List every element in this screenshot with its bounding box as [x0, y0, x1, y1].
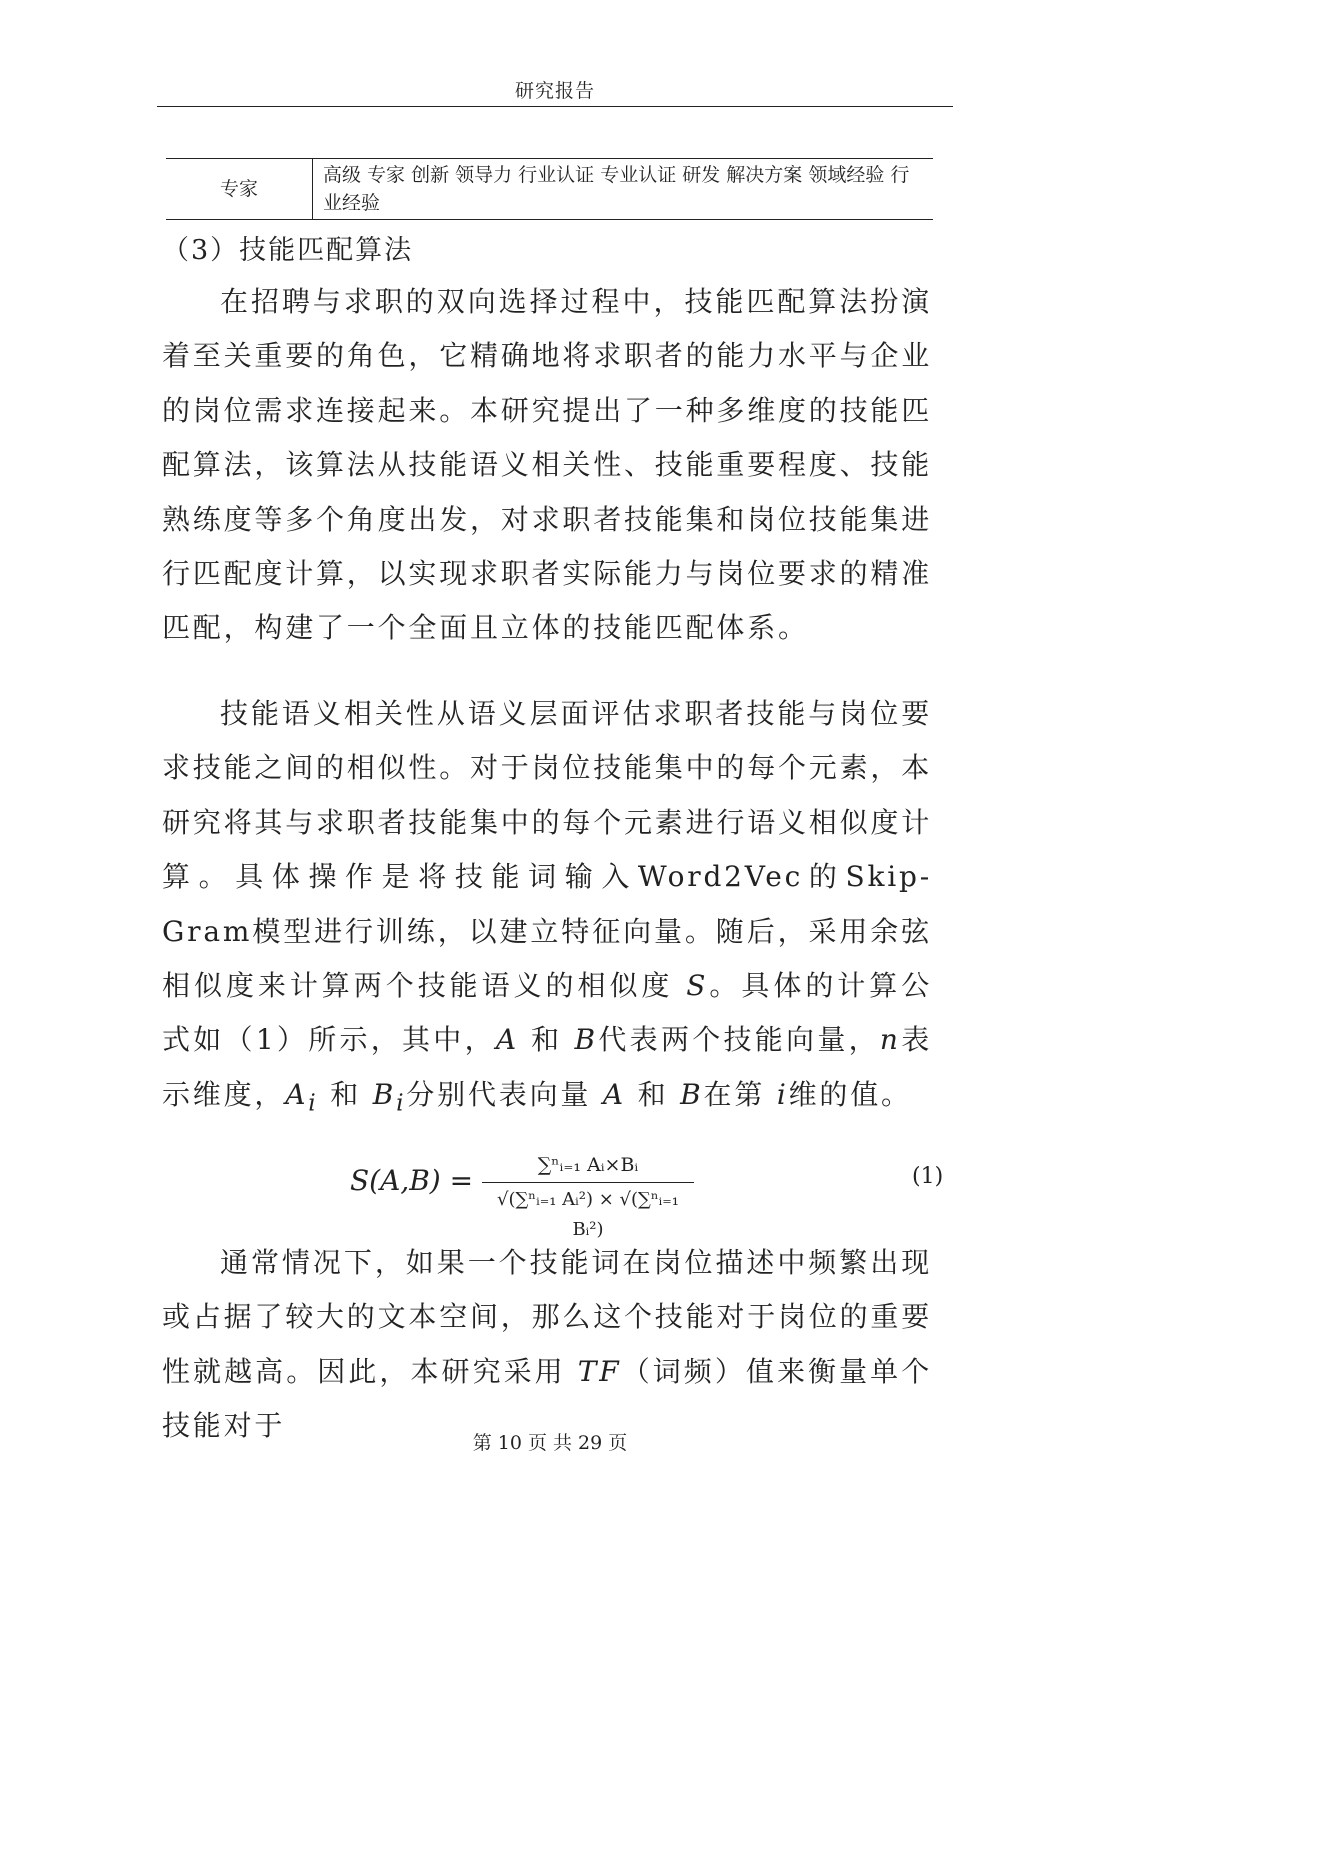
page-header-title: 研究报告	[514, 80, 595, 102]
paragraph-semantic-similarity	[162, 687, 932, 1130]
keyword-category-cell: 专家	[166, 159, 313, 220]
paragraph-text: 表示维度，	[162, 1023, 932, 1111]
math-symbol: A	[285, 1077, 309, 1111]
paragraph-text: （词频）值来衡量单个技能对于	[162, 1354, 933, 1443]
formula-denominator: √(∑ⁿᵢ₌₁ Aᵢ²) × √(∑ⁿᵢ₌₁ Bᵢ²)	[496, 1189, 680, 1240]
paragraph-text: 维的值。	[788, 1077, 912, 1111]
formula-fraction	[482, 1150, 694, 1245]
formula-lhs: S(A,B) =	[350, 1164, 474, 1197]
math-symbol: B	[680, 1077, 704, 1111]
formula-numerator: ∑ⁿᵢ₌₁ Aᵢ×Bᵢ	[482, 1150, 694, 1183]
paragraph-text: 通常情况下，如果一个技能词在岗位描述中频繁出现或占据了较大的文本空间，那么这个技能对于岗位的重要性就越高。因此，本研究采用	[162, 1246, 933, 1388]
keyword-list-cell: 高级 专家 创新 领导力 行业认证 专业认证 研发 解决方案 领域经验 行业经验	[313, 159, 934, 220]
cosine-similarity-formula	[350, 1150, 950, 1240]
paragraph-text: 分别代表向量	[406, 1077, 592, 1111]
paragraph-text: 代表两个技能向量，	[597, 1023, 880, 1057]
math-subscript: i	[396, 1088, 407, 1117]
paragraph-text: 。具体的计算公式如（1）所示，其中，	[162, 969, 933, 1057]
paragraph-tf-importance	[162, 1236, 932, 1454]
page-footer: 第 10 页 共 29 页	[472, 1432, 628, 1454]
keyword-table	[166, 158, 933, 220]
math-symbol: i	[776, 1077, 789, 1111]
paragraph-text: 技能语义相关性从语义层面评估求职者技能与岗位要求技能之间的相似性。对于岗位技能集中的每个元素，本研究将其与求职者技能集中的每个元素进行语义相似度计算。具体操作是将技能词输入Word2Vec的Skip-Gram模型进行训练，以建立特征向量。随后，采用余弦相似度来计算两个技能语义的相似度	[162, 697, 933, 1003]
math-subscript: i	[308, 1088, 319, 1117]
paragraph-text: 和	[637, 1077, 669, 1111]
paragraph-text: 在第	[703, 1077, 766, 1111]
math-symbol: A	[602, 1077, 626, 1111]
math-symbol: A	[495, 1023, 519, 1057]
section-title: （3）技能匹配算法	[162, 235, 414, 266]
header-rule	[157, 106, 953, 107]
paragraph-text: 和	[330, 1077, 362, 1111]
math-symbol: TF	[577, 1354, 622, 1388]
table-row	[166, 159, 933, 220]
math-symbol: S	[686, 969, 709, 1003]
paragraph-text: 和	[531, 1023, 563, 1057]
equation-number: (1)	[912, 1164, 944, 1189]
math-symbol: B	[574, 1023, 598, 1057]
math-symbol: n	[879, 1023, 901, 1057]
paragraph-intro: 在招聘与求职的双向选择过程中，技能匹配算法扮演着至关重要的角色，它精确地将求职者的能力水平与企业的岗位需求连接起来。本研究提出了一种多维度的技能匹配算法，该算法从技能语义相关性、技能重要程度、技能熟练度等多个角度出发，对求职者技能集和岗位技能集进行匹配度计算，以实现求职者实际能力与岗位要求的精准匹配，构建了一个全面且立体的技能匹配体系。	[162, 285, 933, 645]
math-symbol: B	[372, 1077, 397, 1111]
